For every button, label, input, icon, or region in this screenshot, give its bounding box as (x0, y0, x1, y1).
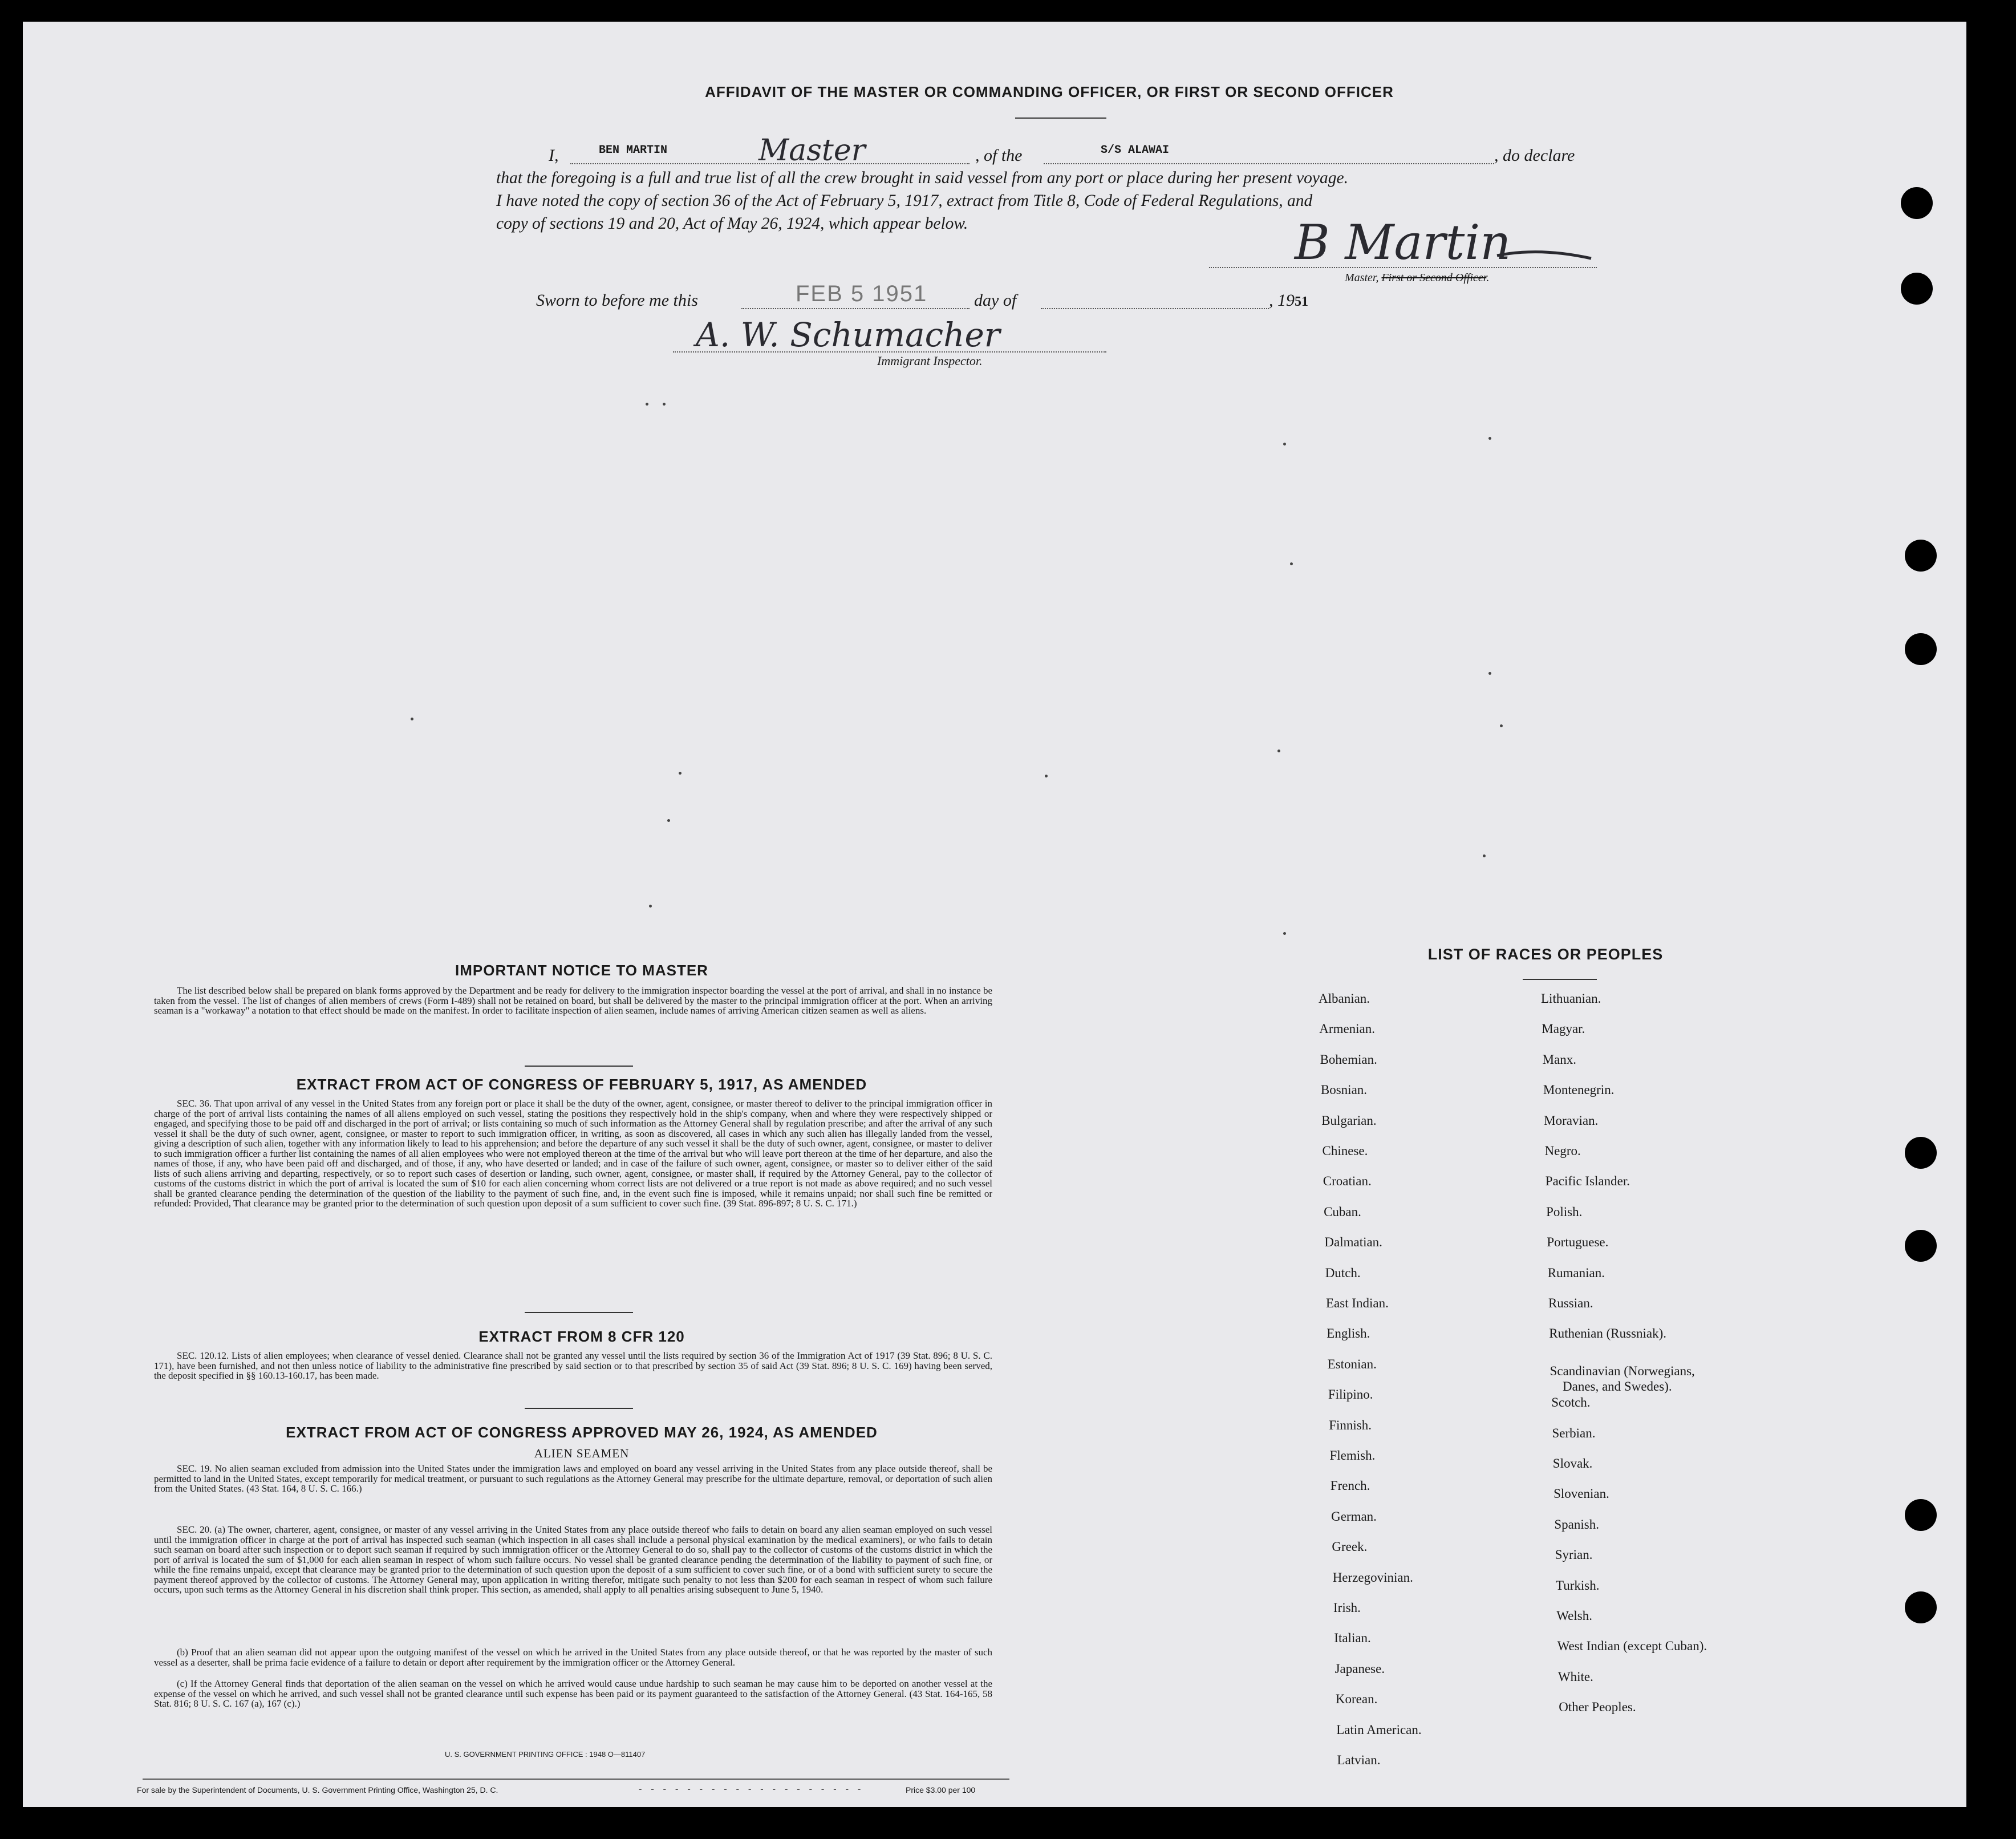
sworn-date-dotline (741, 308, 970, 309)
race-item: Russian. (1548, 1296, 1593, 1310)
punch-hole (1905, 540, 1937, 572)
extract-1924-sec20b: (b) Proof that an alien seaman did not appear upon the outgoing manifest of the vessel on which he arrived in the United States from any place outside thereof, or that he was reported by the master of such vessel as a deserter, shall be prima facie evidence of a failure to detain or deport after requirement by the immigration officer or the Attorney General. (154, 1647, 992, 1668)
race-item: Magyar. (1542, 1022, 1585, 1036)
race-item: Spanish. (1554, 1517, 1599, 1532)
affidavit-sheet (23, 22, 1966, 1807)
title-divider (1015, 118, 1106, 119)
master-signature: B Martin (1295, 214, 1511, 270)
race-item: Korean. (1335, 1692, 1378, 1707)
race-item: Flemish. (1329, 1448, 1376, 1463)
punch-hole (1901, 273, 1933, 305)
race-item: Chinese. (1322, 1144, 1368, 1158)
race-item: Scandinavian (Norwegians, (1549, 1363, 1695, 1378)
race-item: Syrian. (1555, 1548, 1593, 1562)
extract-cfr-title: EXTRACT FROM 8 CFR 120 (478, 1328, 685, 1345)
speck (679, 772, 682, 775)
footer-dots: - - - - - - - - - - - - - - - - - - - (639, 1784, 865, 1794)
declaration-line-2: that the foregoing is a full and true list of all the crew brought in said vessel from any port or place during her present voyage. (496, 169, 1348, 187)
inspector-signature: A. W. Schumacher (696, 315, 1000, 354)
speck (663, 403, 666, 406)
sworn-date-stamp: FEB 5 1951 (796, 281, 928, 306)
speck (649, 905, 652, 908)
speck (1283, 443, 1286, 445)
race-item: Italian. (1334, 1631, 1371, 1646)
race-item: West Indian (except Cuban). (1557, 1639, 1707, 1654)
speck (1045, 775, 1048, 777)
extract-1924-sec20a: SEC. 20. (a) The owner, charterer, agent, consignee, or master of any vessel arriving in the United States from any place outside thereof who fails to detain on board any alien seaman employed on such vessel until the immigration officer in charge at the port of arrival has inspected such seaman (which inspection in all cases shall include a personal physical examination by the medical examiners), or who fails to detain such seaman on board after such inspection or to deport such seaman if required by such immigration officer or the Attorney General to do so, shall pay to the collector of customs of the customs district in which the port of arrival is located the sum of $1,000 for each alien seaman in respect of whom such failure occurs. No vessel shall be granted clearance pending the determination of the liability to payment of such fine, or while the fine remains unpaid, except that clearance may be granted prior to the determination of such question upon the deposit of a sum sufficient to cover such fine, or of a bond with sufficient surety to secure the payment thereof approved by the collector of customs. The Attorney General may, upon application in writing therefor, mitigate such penalty to not less than $200 for each seaman in respect of whom such failure occurs, upon such terms as the Attorney General in his discretion shall think proper. This section, as amended, shall apply to all penalties arising subsequent to June 5, 1940. (154, 1524, 992, 1595)
race-item: Turkish. (1556, 1578, 1600, 1593)
master-caption-struck: First or Second Officer (1381, 272, 1487, 284)
vessel-dotline (1044, 163, 1494, 164)
race-item: French. (1330, 1479, 1370, 1493)
speck (1500, 724, 1503, 727)
race-item: Filipino. (1328, 1387, 1373, 1402)
race-item: Slovak. (1552, 1456, 1593, 1471)
punch-hole (1905, 1591, 1937, 1623)
of-the-text: , of the (975, 146, 1023, 165)
punch-hole (1905, 1499, 1937, 1531)
race-item: English. (1327, 1326, 1370, 1341)
punch-hole (1905, 1137, 1937, 1169)
race-item: Bosnian. (1320, 1083, 1368, 1097)
race-item: Rumanian. (1547, 1265, 1605, 1280)
extract-1917-text: SEC. 36. That upon arrival of any vessel in the United States from any foreign port or place it shall be the duty of the owner, agent, consignee, or master thereof to deliver to the principal immigration officer in charge of the port of arrival lists containing the names of all aliens employed on such vessel, stating the positions they respectively hold in the ship's company, when and where they were respectively shipped or engaged, and specifying those to be paid off and discharged in the port of arrival; or lists containing so much of such information as the Attorney General shall by regulation prescribe; and after the arrival of any such vessel it shall be the duty of such owner, agent, consignee, or master to report to such immigration officer, in writing, as soon as discovered, all cases in which any such alien has illegally landed from the vessel, giving a description of such alien, together with any information likely to lead to his apprehension; and before the departure of any such vessel it shall be the duty of such owner, agent, consignee, or master to deliver to such immigration officer a further list containing the names of all alien employees who were not employed thereon at the time of the arrival but who will leave port thereon at the time of her departure, and also the names of those, if any, who have been paid off and discharged, and of those, if any, who have deserted or landed; and in case of the failure of such owner, agent, consignee, or master so to deliver either of the said lists of such aliens arriving and departing, respectively, or so to report such cases of desertion or landing, such owner, agent, consignee, or master shall, if required by the Attorney General, pay to the collector of customs of the customs district in which the port of arrival is located the sum of $10 for each alien concerning whom correct lists are not delivered or a true report is not made as above required; and no such vessel shall be granted clearance pending the determination of the question of the liability to the payment of such fine, and, in the event such fine is imposed, while it remains unpaid; nor shall such fine be remitted or refunded: Provided, That clearance may be granted prior to the determination of such question upon deposit of a sum sufficient to cover such fine. (39 Stat. 896-897; 8 U. S. C. 171.) (154, 1098, 992, 1209)
race-item: East Indian. (1326, 1296, 1389, 1310)
month-dotline (1041, 308, 1269, 309)
speck (1488, 437, 1491, 440)
extract-cfr-text: SEC. 120.12. Lists of alien employees; when clearance of vessel denied. Clearance shall not be granted any vessel until the lists required by section 36 of the Immigration Act of 1917 (39 Stat. 896; 8 U. S. C. 171), have been furnished, and not then unless notice of liability to the administrative fine prescribed by said section or to that prescribed by section 35 of said Act (39 Stat. 896; 8 U. S. C. 169) having been served, the deposit specified in §§ 160.13-160.17, has been made. (154, 1350, 992, 1381)
printing-office-line: U. S. GOVERNMENT PRINTING OFFICE : 1948 O—811407 (445, 1750, 646, 1759)
race-item: Finnish. (1329, 1417, 1372, 1432)
extract-1917-title: EXTRACT FROM ACT OF CONGRESS OF FEBRUARY 5, 1917, AS AMENDED (296, 1076, 867, 1093)
race-item: Cuban. (1324, 1204, 1361, 1219)
signature-flourish (1494, 241, 1597, 270)
race-item: Polish. (1546, 1204, 1583, 1219)
race-item: Armenian. (1319, 1022, 1376, 1036)
race-item: Scotch. (1551, 1395, 1591, 1410)
speck (1290, 562, 1293, 565)
vessel-name: S/S ALAWAI (1101, 144, 1170, 157)
speck (1277, 750, 1280, 752)
race-item: White. (1557, 1669, 1593, 1684)
notice-title: IMPORTANT NOTICE TO MASTER (455, 962, 708, 979)
punch-hole (1905, 1230, 1937, 1262)
year-prefix (1269, 291, 1308, 310)
race-item: Slovenian. (1553, 1486, 1609, 1501)
race-item: Moravian. (1544, 1113, 1599, 1128)
race-item: Croatian. (1323, 1174, 1372, 1189)
extract-1924-sec20c: (c) If the Attorney General finds that deportation of the alien seaman on the vessel on which he arrived would cause undue hardship to such seaman he may cause him to be deported on another vessel at the expense of the vessel on which he arrived, and such vessel shall not be granted clearance until such expense has been paid or its payment guaranteed to the satisfaction of the Attorney General. (43 Stat. 164-165, 58 Stat. 816; 8 U. S. C. 167 (a), 167 (c).) (154, 1678, 992, 1709)
extract-1917-divider (525, 1312, 633, 1313)
footer-price: Price $3.00 per 100 (906, 1785, 976, 1795)
declaration-line-3: I have noted the copy of section 36 of the Act of February 5, 1917, extract from Title 8, Code of Federal Regulations, and (496, 192, 1313, 210)
speck (411, 718, 413, 720)
race-item: Manx. (1542, 1052, 1577, 1067)
race-item: Portuguese. (1547, 1235, 1609, 1250)
master-name: BEN MARTIN (599, 144, 668, 157)
race-item: Bohemian. (1320, 1052, 1377, 1067)
race-item: German. (1331, 1509, 1377, 1524)
race-item: Welsh. (1556, 1609, 1592, 1623)
do-declare-text: , do declare (1494, 146, 1575, 165)
race-item: Serbian. (1552, 1425, 1596, 1440)
day-of-text: day of (974, 291, 1017, 310)
race-item: Irish. (1333, 1601, 1361, 1615)
notice-text: The list described below shall be prepared on blank forms approved by the Department and be ready for delivery to the immigration inspector boarding the vessel at the port of arrival, and shall in no instance be taken from the vessel. The list of changes of alien members of crews (Form I-489) shall not be retained on board, but shall be delivered by the master to the principal immigration officer at the port. When an arriving seaman is a "workaway" a notation to that effect should be made on the manifest. In order to facilitate inspection of alien seamen, include names of arriving American citizen seamen as well as aliens. (154, 985, 992, 1016)
race-item: Japanese. (1334, 1661, 1385, 1676)
affidavit-title: AFFIDAVIT OF THE MASTER OR COMMANDING OFFICER, OR FIRST OR SECOND OFFICER (705, 83, 1394, 100)
race-item: Latin American. (1336, 1722, 1422, 1737)
race-item: Latvian. (1337, 1753, 1381, 1767)
races-title: LIST OF RACES OR PEOPLES (1427, 946, 1664, 963)
race-item: Negro. (1544, 1144, 1581, 1158)
master-caption (1345, 272, 1489, 285)
extract-1924-sec19: SEC. 19. No alien seaman excluded from admission into the United States under the immigration laws and employed on board any vessel arriving in the United States from any place outside thereof, shall be permitted to land in the United States, except temporarily for medical treatment, or pursuant to such regulations as the Attorney General may prescribe for the ultimate departure, removal, or deportation of such alien from the United States. (43 Stat. 164, 8 U. S. C. 166.) (154, 1463, 992, 1494)
footer-rule (143, 1779, 1009, 1780)
extract-1924-title: EXTRACT FROM ACT OF CONGRESS APPROVED MAY 26, 1924, AS AMENDED (286, 1424, 878, 1441)
race-item: Dalmatian. (1324, 1235, 1382, 1250)
punch-hole (1905, 633, 1937, 665)
year-prefix-text: , 19 (1269, 291, 1295, 310)
speck (1488, 672, 1491, 675)
footer-sale-text: For sale by the Superintendent of Documents, U. S. Government Printing Office, Washington 25, D. C. (137, 1785, 498, 1795)
master-caption-period: . (1486, 272, 1490, 284)
sworn-prefix: Sworn to before me this (536, 291, 698, 310)
race-item: Albanian. (1319, 991, 1370, 1006)
races-divider (1523, 979, 1597, 980)
declaration-line-4: copy of sections 19 and 20, Act of May 26, 1924, which appear below. (496, 214, 968, 233)
race-item: Herzegovinian. (1332, 1570, 1413, 1585)
race-item: Estonian. (1327, 1356, 1377, 1371)
punch-hole (1901, 187, 1933, 219)
speck (646, 403, 648, 406)
speck (1483, 854, 1486, 857)
race-item: Ruthenian (Russniak). (1549, 1326, 1666, 1341)
race-item: Lithuanian. (1541, 991, 1601, 1006)
speck (667, 819, 670, 822)
race-item: Bulgarian. (1321, 1113, 1377, 1128)
race-item: Pacific Islander. (1545, 1174, 1630, 1189)
year-suffix: 51 (1295, 294, 1308, 309)
race-item: Danes, and Swedes). (1563, 1379, 1672, 1394)
master-role-handwritten: Master (758, 133, 866, 168)
race-item: Greek. (1332, 1540, 1368, 1554)
race-item: Dutch. (1325, 1265, 1361, 1280)
declaration-i: I, (549, 146, 559, 165)
extract-1924-subtitle: ALIEN SEAMEN (534, 1447, 630, 1460)
notice-divider (525, 1066, 633, 1067)
race-item: Other Peoples. (1559, 1700, 1636, 1715)
race-item: Montenegrin. (1543, 1083, 1615, 1097)
extract-cfr-divider (525, 1408, 633, 1409)
master-caption-master: Master, (1345, 272, 1382, 284)
speck (1283, 932, 1286, 935)
inspector-caption: Immigrant Inspector. (877, 354, 983, 368)
